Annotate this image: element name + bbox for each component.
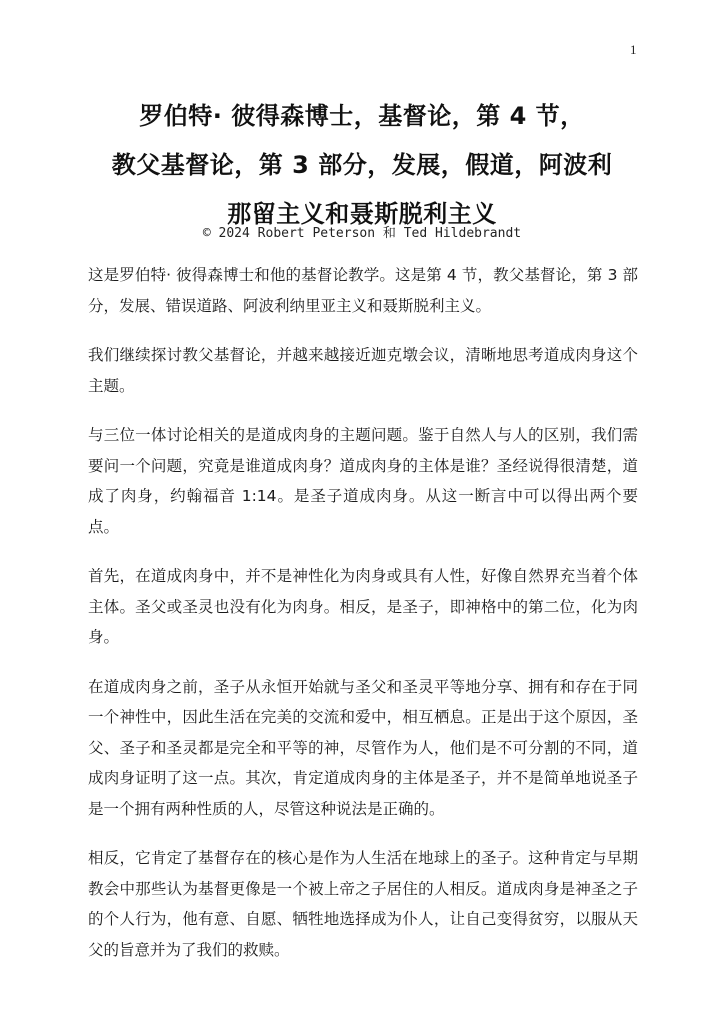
document-body xyxy=(88,260,638,984)
title-line-2: 教父基督论，第 3 部分，发展，假道，阿波利 xyxy=(111,151,613,179)
page-number: 1 xyxy=(630,42,637,57)
paragraph-1: 这是罗伯特· 彼得森博士和他的基督论教学。这是第 4 节，教父基督论，第 3 部分，发展、错误道路、阿波利纳里亚主义和聂斯脱利主义。 xyxy=(88,266,638,315)
paragraph-6: 相反，它肯定了基督存在的核心是作为人生活在地球上的圣子。这种肯定与早期教会中那些认为基督更像是一个被上帝之子居住的人相反。道成肉身是神圣之子的个人行为，他有意、自愿、牺牲地选择成为仆人，让自己变得贫穷，以服从天父的旨意并为了我们的救赎。 xyxy=(88,849,638,959)
paragraph-3: 与三位一体讨论相关的是道成肉身的主题问题。鉴于自然人与人的区别，我们需要问一个问题，究竟是谁道成肉身？道成肉身的主体是谁？圣经说得很清楚，道成了肉身，约翰福音 1:14。是圣子道成肉身。从这一断言中可以得出两个要点。 xyxy=(88,426,638,536)
document-title xyxy=(0,92,724,239)
paragraph-4: 首先，在道成肉身中，并不是神性化为肉身或具有人性，好像自然界充当着个体主体。圣父或圣灵也没有化为肉身。相反，是圣子，即神格中的第二位，化为肉身。 xyxy=(88,567,638,646)
title-line-3: 那留主义和聂斯脱利主义 xyxy=(227,200,497,228)
title-line-1: 罗伯特· 彼得森博士，基督论，第 4 节， xyxy=(139,102,585,130)
paragraph-2: 我们继续探讨教父基督论，并越来越接近迦克墩会议，清晰地思考道成肉身这个主题。 xyxy=(88,346,638,395)
paragraph-5: 在道成肉身之前，圣子从永恒开始就与圣父和圣灵平等地分享、拥有和存在于同一个神性中，因此生活在完美的交流和爱中，相互栖息。正是出于这个原因，圣父、圣子和圣灵都是完全和平等的神，尽管作为人，他们是不可分割的不同，道成肉身证明了这一点。其次，肯定道成肉身的主体是圣子，并不是简单地说圣子是一个拥有两种性质的人，尽管这种说法是正确的。 xyxy=(88,677,638,818)
copyright-line: © 2024 Robert Peterson 和 Ted Hildebrandt xyxy=(202,226,522,241)
